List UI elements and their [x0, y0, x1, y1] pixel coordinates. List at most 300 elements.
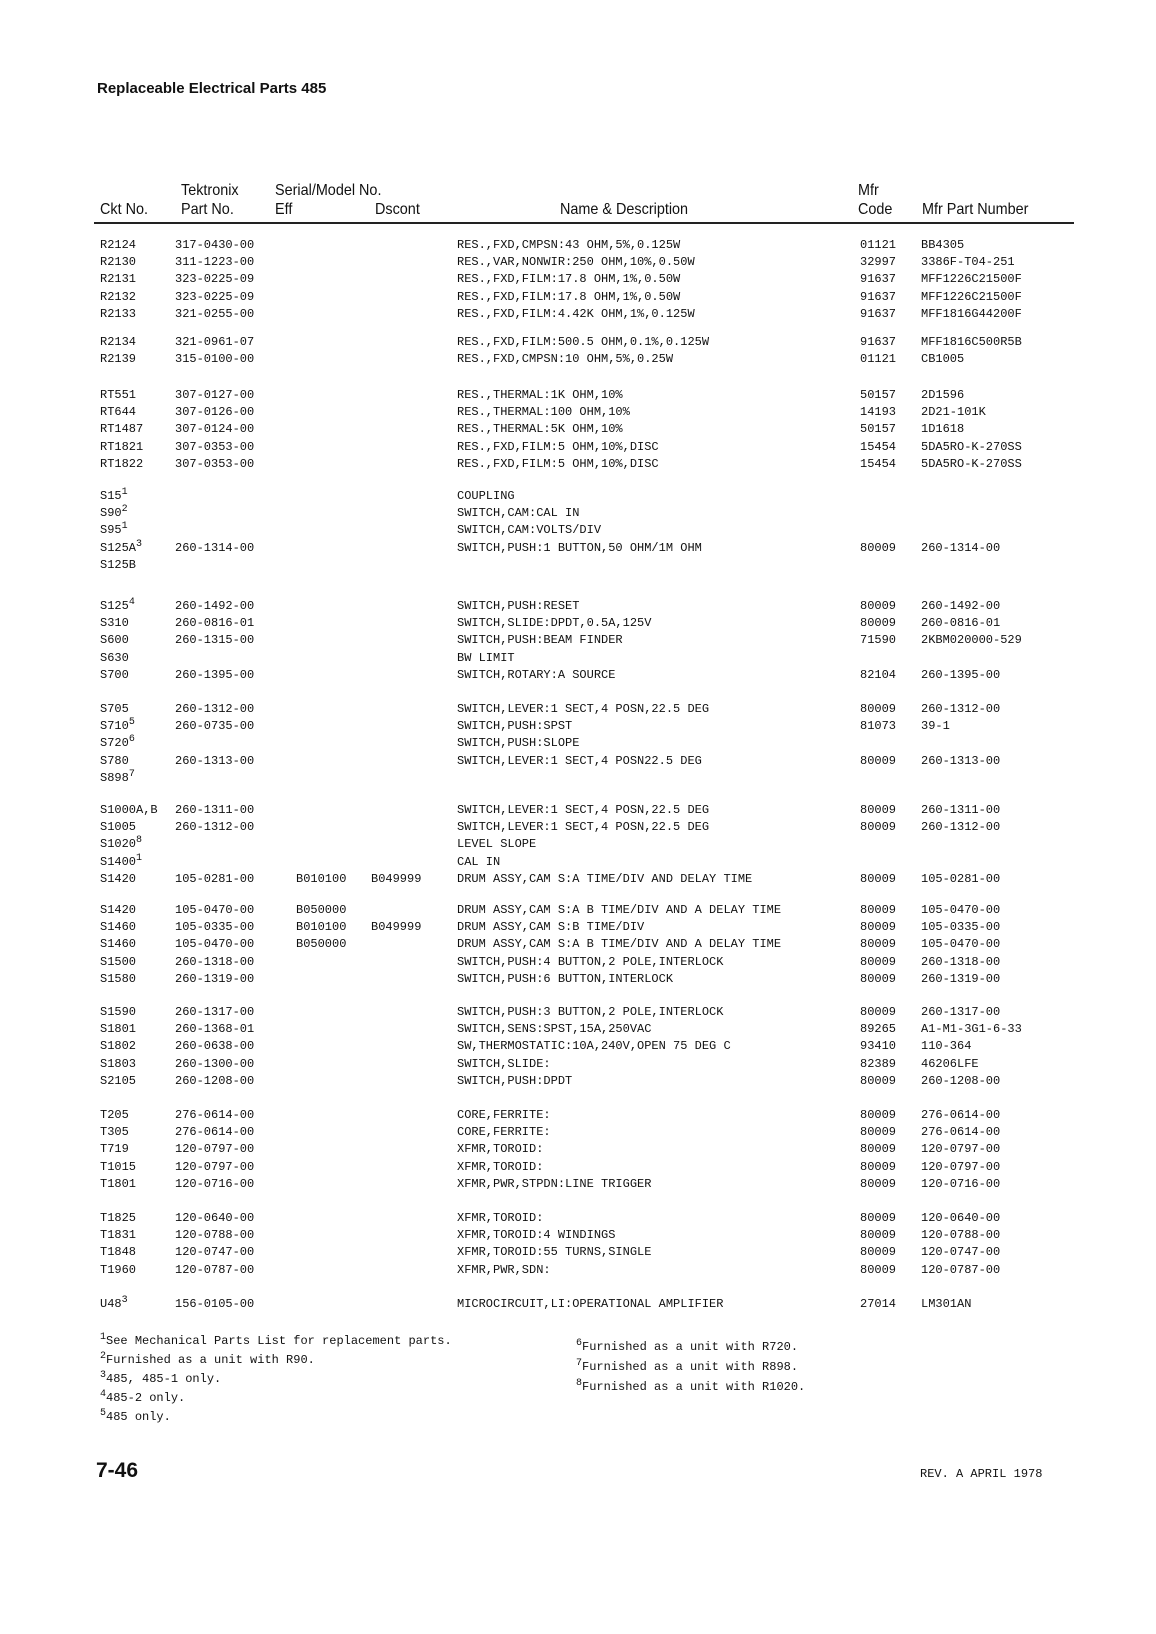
part-no: 311-1223-00	[175, 255, 255, 270]
eff: B010100	[296, 920, 347, 935]
name-description: SWITCH,ROTARY:A SOURCE	[457, 667, 616, 682]
name-description: SWITCH,PUSH:SPST	[457, 719, 573, 734]
table-row	[0, 770, 1156, 787]
mfr-code: 80009	[860, 871, 897, 886]
ckt-no: $S15^1$	[100, 487, 128, 503]
table-row	[0, 854, 1156, 871]
part-no: 260-1311-00	[175, 803, 255, 817]
footnote-ref: 6	[128, 734, 135, 746]
mfr-part-number: 276-0614-00	[921, 1125, 1001, 1140]
name-description: XFMR,TOROID:55 TURNS,SINGLE	[457, 1245, 652, 1260]
mfr-code: 80009	[860, 1125, 897, 1140]
mfr-part-number: MFF1226C21500F	[921, 289, 1022, 304]
mfr-code: 80009	[860, 753, 897, 768]
mfr-code: 15454	[860, 439, 897, 454]
footnote-ref: 3	[121, 1295, 128, 1306]
part-no: 120-0787-00	[175, 1262, 255, 1277]
mfr-code: 80009	[860, 702, 897, 716]
table-row	[0, 1244, 1156, 1261]
mfr-code: 89265	[860, 1022, 897, 1037]
part-no: 260-1315-00	[175, 633, 255, 648]
ckt-no: S1803	[100, 1056, 137, 1071]
part-no: 260-1312-00	[175, 820, 255, 835]
table-row	[0, 1296, 1156, 1313]
mfr-code: 80009	[860, 599, 897, 613]
ckt-no: R2133	[100, 306, 137, 321]
header-mfr-part-number: Mfr Part Number	[922, 201, 1029, 218]
part-no: 105-0470-00	[175, 937, 255, 952]
mfr-part-number: 260-1313-00	[921, 753, 1001, 768]
name-description: SWITCH,LEVER:1 SECT,4 POSN22.5 DEG	[457, 753, 702, 768]
footnote-number: 6	[576, 1338, 583, 1349]
mfr-code: 91637	[860, 335, 897, 349]
table-row	[0, 456, 1156, 473]
mfr-code: 14193	[860, 405, 897, 420]
mfr-part-number: 260-1312-00	[921, 702, 1001, 716]
table-row	[0, 1021, 1156, 1038]
ckt-no: R2134	[100, 335, 137, 349]
part-no: 105-0335-00	[175, 920, 255, 935]
name-description: CAL IN	[457, 854, 501, 869]
revision-date: REV. A APRIL 1978	[920, 1467, 1043, 1481]
table-row	[0, 753, 1156, 770]
ckt-no: RT551	[100, 388, 137, 402]
mfr-code: 71590	[860, 633, 897, 648]
ckt-no: R2130	[100, 255, 137, 270]
footnote-text: 485, 485-1 only.	[106, 1372, 222, 1386]
footnote-ref: 3	[136, 538, 143, 550]
table-row	[0, 1073, 1156, 1090]
mfr-code: 81073	[860, 719, 897, 734]
footnote	[100, 1351, 315, 1369]
ckt-no: R2139	[100, 352, 137, 367]
mfr-code: 80009	[860, 1142, 897, 1157]
footnote	[100, 1389, 185, 1407]
table-row	[0, 505, 1156, 522]
ckt-no: S1590	[100, 1005, 137, 1019]
ckt-no: $U48^3$	[100, 1295, 128, 1311]
header-code: Code	[858, 201, 893, 218]
table-row	[0, 557, 1156, 574]
mfr-part-number: 260-1208-00	[921, 1073, 1001, 1088]
part-no: 260-1208-00	[175, 1073, 255, 1088]
table-row	[0, 902, 1156, 919]
table-row	[0, 598, 1156, 615]
ckt-no: S700	[100, 667, 129, 682]
table-row	[0, 271, 1156, 288]
mfr-part-number: 2KBM020000-529	[921, 633, 1022, 648]
part-no: 260-1492-00	[175, 599, 255, 613]
mfr-part-number: 260-1318-00	[921, 954, 1001, 969]
table-row	[0, 701, 1156, 718]
table-row	[0, 836, 1156, 853]
part-no: 321-0255-00	[175, 306, 255, 321]
name-description: RES.,FXD,CMPSN:43 OHM,5%,0.125W	[457, 238, 681, 252]
name-description: RES.,FXD,FILM:500.5 OHM,0.1%,0.125W	[457, 335, 710, 349]
mfr-part-number: MFF1816G44200F	[921, 306, 1022, 321]
ckt-no: S1400$^1$	[100, 852, 143, 869]
ckt-no: R2131	[100, 272, 137, 287]
name-description: DRUM ASSY,CAM S:A B TIME/DIV AND A DELAY TIME	[457, 903, 782, 917]
part-no: 307-0127-00	[175, 388, 255, 402]
name-description: RES.,THERMAL:1K OHM,10%	[457, 388, 623, 402]
part-no: 307-0124-00	[175, 422, 255, 437]
table-row	[0, 351, 1156, 368]
mfr-code: 27014	[860, 1297, 897, 1311]
dscont: B049999	[371, 920, 422, 935]
footnote	[100, 1332, 452, 1350]
ckt-no: T305	[100, 1125, 129, 1140]
ckt-no: $S125^4$	[100, 597, 135, 613]
ckt-no: S1000A,B	[100, 803, 158, 817]
mfr-part-number: CB1005	[921, 352, 965, 367]
mfr-code: 82389	[860, 1056, 897, 1071]
ckt-no: S1420	[100, 871, 137, 886]
name-description: CORE,FERRITE:	[457, 1125, 551, 1140]
header-dscont: Dscont	[375, 201, 420, 218]
table-row	[0, 522, 1156, 539]
name-description: XFMR,PWR,STPDN:LINE TRIGGER	[457, 1176, 652, 1191]
table-row	[0, 334, 1156, 351]
name-description: SWITCH,PUSH:3 BUTTON,2 POLE,INTERLOCK	[457, 1005, 724, 1019]
name-description: XFMR,TOROID:	[457, 1142, 544, 1157]
name-description: XFMR,TOROID:	[457, 1159, 544, 1174]
part-no: 105-0470-00	[175, 903, 255, 917]
eff: B050000	[296, 937, 347, 952]
footnote-ref: 7	[128, 768, 135, 780]
mfr-part-number: 260-0816-01	[921, 616, 1001, 631]
table-row	[0, 421, 1156, 438]
table-row	[0, 306, 1156, 323]
header-rule	[94, 222, 1074, 224]
mfr-code: 50157	[860, 388, 897, 402]
mfr-code: 80009	[860, 803, 897, 817]
ckt-no: R2124	[100, 238, 137, 252]
footnote-number: 5	[100, 1408, 107, 1419]
table-row	[0, 1227, 1156, 1244]
mfr-part-number: LM301AN	[921, 1297, 972, 1311]
ckt-no: $S710^5$	[100, 717, 135, 734]
footnote-text: Furnished as a unit with R720.	[582, 1340, 799, 1354]
ckt-no: R2132	[100, 289, 137, 304]
mfr-part-number: 46206LFE	[921, 1056, 979, 1071]
mfr-part-number: 110-364	[921, 1039, 972, 1054]
header-mfr: Mfr	[858, 182, 879, 199]
part-no: 260-1395-00	[175, 667, 255, 682]
mfr-code: 80009	[860, 937, 897, 952]
table-row	[0, 488, 1156, 505]
table-row	[0, 667, 1156, 684]
part-no: 321-0961-07	[175, 335, 255, 349]
table-row	[0, 254, 1156, 271]
ckt-no: S125B	[100, 557, 137, 572]
ckt-no: T1015	[100, 1159, 137, 1174]
eff: B010100	[296, 871, 347, 886]
name-description: SWITCH,LEVER:1 SECT,4 POSN,22.5 DEG	[457, 702, 710, 716]
ckt-no: $S898^7$	[100, 768, 135, 785]
mfr-code: 80009	[860, 1108, 897, 1122]
name-description: LEVEL SLOPE	[457, 837, 537, 852]
table-row	[0, 289, 1156, 306]
mfr-part-number: 260-1395-00	[921, 667, 1001, 682]
table-row	[0, 971, 1156, 988]
part-no: 260-1368-01	[175, 1022, 255, 1037]
header-ckt-no: Ckt No.	[100, 201, 149, 218]
table-row	[0, 954, 1156, 971]
ckt-no: S630	[100, 650, 129, 665]
mfr-code: 50157	[860, 422, 897, 437]
table-row	[0, 819, 1156, 836]
name-description: SWITCH,PUSH:SLOPE	[457, 736, 580, 751]
name-description: RES.,FXD,CMPSN:10 OHM,5%,0.25W	[457, 352, 674, 367]
table-row	[0, 615, 1156, 632]
footnote-number: 7	[576, 1358, 583, 1369]
footnote-text: 485-2 only.	[106, 1391, 186, 1405]
part-no: 156-0105-00	[175, 1297, 255, 1311]
mfr-code: 91637	[860, 306, 897, 321]
table-row	[0, 1056, 1156, 1073]
footnote-number: 3	[100, 1370, 107, 1381]
ckt-no: RT1487	[100, 422, 144, 437]
mfr-code: 80009	[860, 616, 897, 631]
table-row	[0, 1141, 1156, 1158]
table-row	[0, 1107, 1156, 1124]
footnote-ref: 2	[121, 504, 128, 516]
part-no: 120-0797-00	[175, 1159, 255, 1174]
table-row	[0, 936, 1156, 953]
part-no: 120-0797-00	[175, 1142, 255, 1157]
footnote-number: 8	[576, 1378, 583, 1389]
table-row	[0, 1159, 1156, 1176]
ckt-no: RT644	[100, 405, 137, 420]
part-no: 260-1318-00	[175, 954, 255, 969]
footnote-text: Furnished as a unit with R898.	[582, 1360, 799, 1374]
footnote-ref: 1	[121, 521, 128, 533]
name-description: SWITCH,PUSH:6 BUTTON,INTERLOCK	[457, 971, 674, 986]
ckt-no: $S125A^3$	[100, 538, 143, 555]
footnote-ref: 1	[136, 852, 143, 864]
name-description: MICROCIRCUIT,LI:OPERATIONAL AMPLIFIER	[457, 1297, 724, 1311]
footnote-text: Furnished as a unit with R90.	[106, 1353, 315, 1367]
mfr-part-number: 2D21-101K	[921, 405, 986, 420]
table-row	[0, 650, 1156, 667]
part-no: 120-0747-00	[175, 1245, 255, 1260]
dscont: B049999	[371, 871, 422, 886]
name-description: DRUM ASSY,CAM S:A TIME/DIV AND DELAY TIME	[457, 871, 753, 886]
mfr-part-number: 3386F-T04-251	[921, 255, 1015, 270]
table-row	[0, 1210, 1156, 1227]
mfr-part-number: 260-1314-00	[921, 540, 1001, 555]
mfr-part-number: 276-0614-00	[921, 1108, 1001, 1122]
ckt-no: S1802	[100, 1039, 137, 1054]
ckt-no: T1960	[100, 1262, 137, 1277]
mfr-code: 80009	[860, 1245, 897, 1260]
mfr-part-number: A1-M1-3G1-6-33	[921, 1022, 1022, 1037]
name-description: BW LIMIT	[457, 650, 515, 665]
table-row	[0, 1176, 1156, 1193]
name-description: XFMR,TOROID:	[457, 1211, 544, 1225]
name-description: RES.,FXD,FILM:17.8 OHM,1%,0.50W	[457, 289, 681, 304]
eff: B050000	[296, 903, 347, 917]
part-no: 260-1314-00	[175, 540, 255, 555]
header-name-description: Name & Description	[560, 201, 689, 218]
mfr-code: 80009	[860, 903, 897, 917]
part-no: 276-0614-00	[175, 1108, 255, 1122]
ckt-no: T1831	[100, 1228, 137, 1243]
part-no: 105-0281-00	[175, 871, 255, 886]
part-no: 260-0638-00	[175, 1039, 255, 1054]
mfr-part-number: 1D1618	[921, 422, 965, 437]
mfr-part-number: 260-1312-00	[921, 820, 1001, 835]
mfr-part-number: 120-0788-00	[921, 1228, 1001, 1243]
ckt-no: T1848	[100, 1245, 137, 1260]
name-description: RES.,VAR,NONWIR:250 OHM,10%,0.50W	[457, 255, 695, 270]
name-description: SWITCH,LEVER:1 SECT,4 POSN,22.5 DEG	[457, 820, 710, 835]
ckt-no: $S95^1$	[100, 521, 128, 538]
name-description: RES.,FXD,FILM:17.8 OHM,1%,0.50W	[457, 272, 681, 287]
mfr-part-number: 120-0716-00	[921, 1176, 1001, 1191]
mfr-code: 80009	[860, 1073, 897, 1088]
mfr-code: 80009	[860, 1176, 897, 1191]
header-part-no: Part No.	[181, 201, 234, 218]
ckt-no: S1460	[100, 937, 137, 952]
ckt-no: S780	[100, 753, 129, 768]
mfr-code: 80009	[860, 954, 897, 969]
name-description: SWITCH,SLIDE:DPDT,0.5A,125V	[457, 616, 652, 631]
name-description: CORE,FERRITE:	[457, 1108, 551, 1122]
mfr-part-number: 105-0281-00	[921, 871, 1001, 886]
header-eff: Eff	[275, 201, 293, 218]
footnote-text: 485 only.	[106, 1410, 171, 1424]
mfr-part-number: 120-0787-00	[921, 1262, 1001, 1277]
table-row	[0, 387, 1156, 404]
mfr-part-number: 105-0335-00	[921, 920, 1001, 935]
part-no: 260-1300-00	[175, 1056, 255, 1071]
name-description: COUPLING	[457, 489, 515, 503]
mfr-part-number: 105-0470-00	[921, 903, 1001, 917]
mfr-part-number: 39-1	[921, 719, 950, 734]
mfr-part-number: MFF1816C500R5B	[921, 335, 1022, 349]
part-no: 260-0735-00	[175, 719, 255, 734]
footnote	[100, 1408, 171, 1426]
mfr-code: 82104	[860, 667, 897, 682]
ckt-no: S1460	[100, 920, 137, 935]
mfr-part-number: 105-0470-00	[921, 937, 1001, 952]
table-row	[0, 404, 1156, 421]
part-no: 323-0225-09	[175, 289, 255, 304]
ckt-no: S310	[100, 616, 129, 631]
name-description: SWITCH,PUSH:RESET	[457, 599, 580, 613]
footnote	[576, 1338, 798, 1356]
mfr-part-number: MFF1226C21500F	[921, 272, 1022, 287]
page-number: 7-46	[96, 1459, 139, 1482]
ckt-no: $S720^6$	[100, 734, 135, 751]
mfr-part-number: 260-1319-00	[921, 971, 1001, 986]
ckt-no: S1420	[100, 903, 137, 917]
mfr-code: 80009	[860, 920, 897, 935]
name-description: SWITCH,PUSH:DPDT	[457, 1073, 573, 1088]
footnote-ref: 4	[128, 597, 135, 608]
mfr-code: 15454	[860, 456, 897, 471]
part-no: 307-0353-00	[175, 439, 255, 454]
mfr-part-number: 120-0797-00	[921, 1142, 1001, 1157]
name-description: SWITCH,PUSH:BEAM FINDER	[457, 633, 623, 648]
name-description: SWITCH,CAM:VOLTS/DIV	[457, 523, 602, 538]
table-row	[0, 540, 1156, 557]
footnote-ref: 5	[128, 717, 135, 729]
part-no: 120-0788-00	[175, 1228, 255, 1243]
name-description: SWITCH,LEVER:1 SECT,4 POSN,22.5 DEG	[457, 803, 710, 817]
part-no: 307-0353-00	[175, 456, 255, 471]
mfr-code: 01121	[860, 238, 897, 252]
table-row	[0, 1262, 1156, 1279]
footnote	[576, 1378, 805, 1396]
name-description: XFMR,TOROID:4 WINDINGS	[457, 1228, 616, 1243]
page-title: Replaceable Electrical Parts 485	[97, 80, 327, 97]
ckt-no: S705	[100, 702, 129, 716]
table-row	[0, 1004, 1156, 1021]
part-no: 120-0640-00	[175, 1211, 255, 1225]
mfr-part-number: BB4305	[921, 238, 965, 252]
mfr-code: 91637	[860, 272, 897, 287]
mfr-part-number: 120-0640-00	[921, 1211, 1001, 1225]
table-row	[0, 871, 1156, 888]
footnote-number: 4	[100, 1389, 107, 1400]
name-description: DRUM ASSY,CAM S:B TIME/DIV	[457, 920, 645, 935]
table-row	[0, 439, 1156, 456]
footnote-number: 2	[100, 1351, 107, 1362]
footnote-text: See Mechanical Parts List for replacement parts.	[106, 1334, 452, 1348]
part-no: 260-1312-00	[175, 702, 255, 716]
table-row	[0, 718, 1156, 735]
mfr-code: 80009	[860, 1159, 897, 1174]
ckt-no: S1005	[100, 820, 137, 835]
mfr-part-number: 260-1317-00	[921, 1005, 1001, 1019]
table-row	[0, 237, 1156, 254]
mfr-code: 32997	[860, 255, 897, 270]
ckt-no: RT1822	[100, 456, 144, 471]
mfr-code: 80009	[860, 1228, 897, 1243]
ckt-no: S1801	[100, 1022, 137, 1037]
ckt-no: S2105	[100, 1073, 137, 1088]
table-row	[0, 802, 1156, 819]
part-no: 260-0816-01	[175, 616, 255, 631]
mfr-part-number: 260-1311-00	[921, 803, 1001, 817]
mfr-part-number: 5DA5RO-K-270SS	[921, 439, 1022, 454]
table-row	[0, 919, 1156, 936]
part-no: 315-0100-00	[175, 352, 255, 367]
ckt-no: S600	[100, 633, 129, 648]
table-row	[0, 735, 1156, 752]
name-description: SW,THERMOSTATIC:10A,240V,OPEN 75 DEG C	[457, 1039, 731, 1054]
part-no: 317-0430-00	[175, 238, 255, 252]
ckt-no: S1580	[100, 971, 137, 986]
ckt-no: T1825	[100, 1211, 137, 1225]
ckt-no: S1020$^8$	[100, 835, 143, 852]
table-row	[0, 1124, 1156, 1141]
name-description: SWITCH,CAM:CAL IN	[457, 506, 580, 521]
part-no: 323-0225-09	[175, 272, 255, 287]
name-description: DRUM ASSY,CAM S:A B TIME/DIV AND A DELAY TIME	[457, 937, 782, 952]
name-description: RES.,FXD,FILM:5 OHM,10%,DISC	[457, 439, 659, 454]
mfr-part-number: 260-1492-00	[921, 599, 1001, 613]
footnote	[100, 1370, 221, 1388]
name-description: SWITCH,SLIDE:	[457, 1056, 551, 1071]
mfr-part-number: 5DA5RO-K-270SS	[921, 456, 1022, 471]
footnote-text: Furnished as a unit with R1020.	[582, 1380, 806, 1394]
name-description: XFMR,PWR,SDN:	[457, 1262, 551, 1277]
name-description: SWITCH,SENS:SPST,15A,250VAC	[457, 1022, 652, 1037]
